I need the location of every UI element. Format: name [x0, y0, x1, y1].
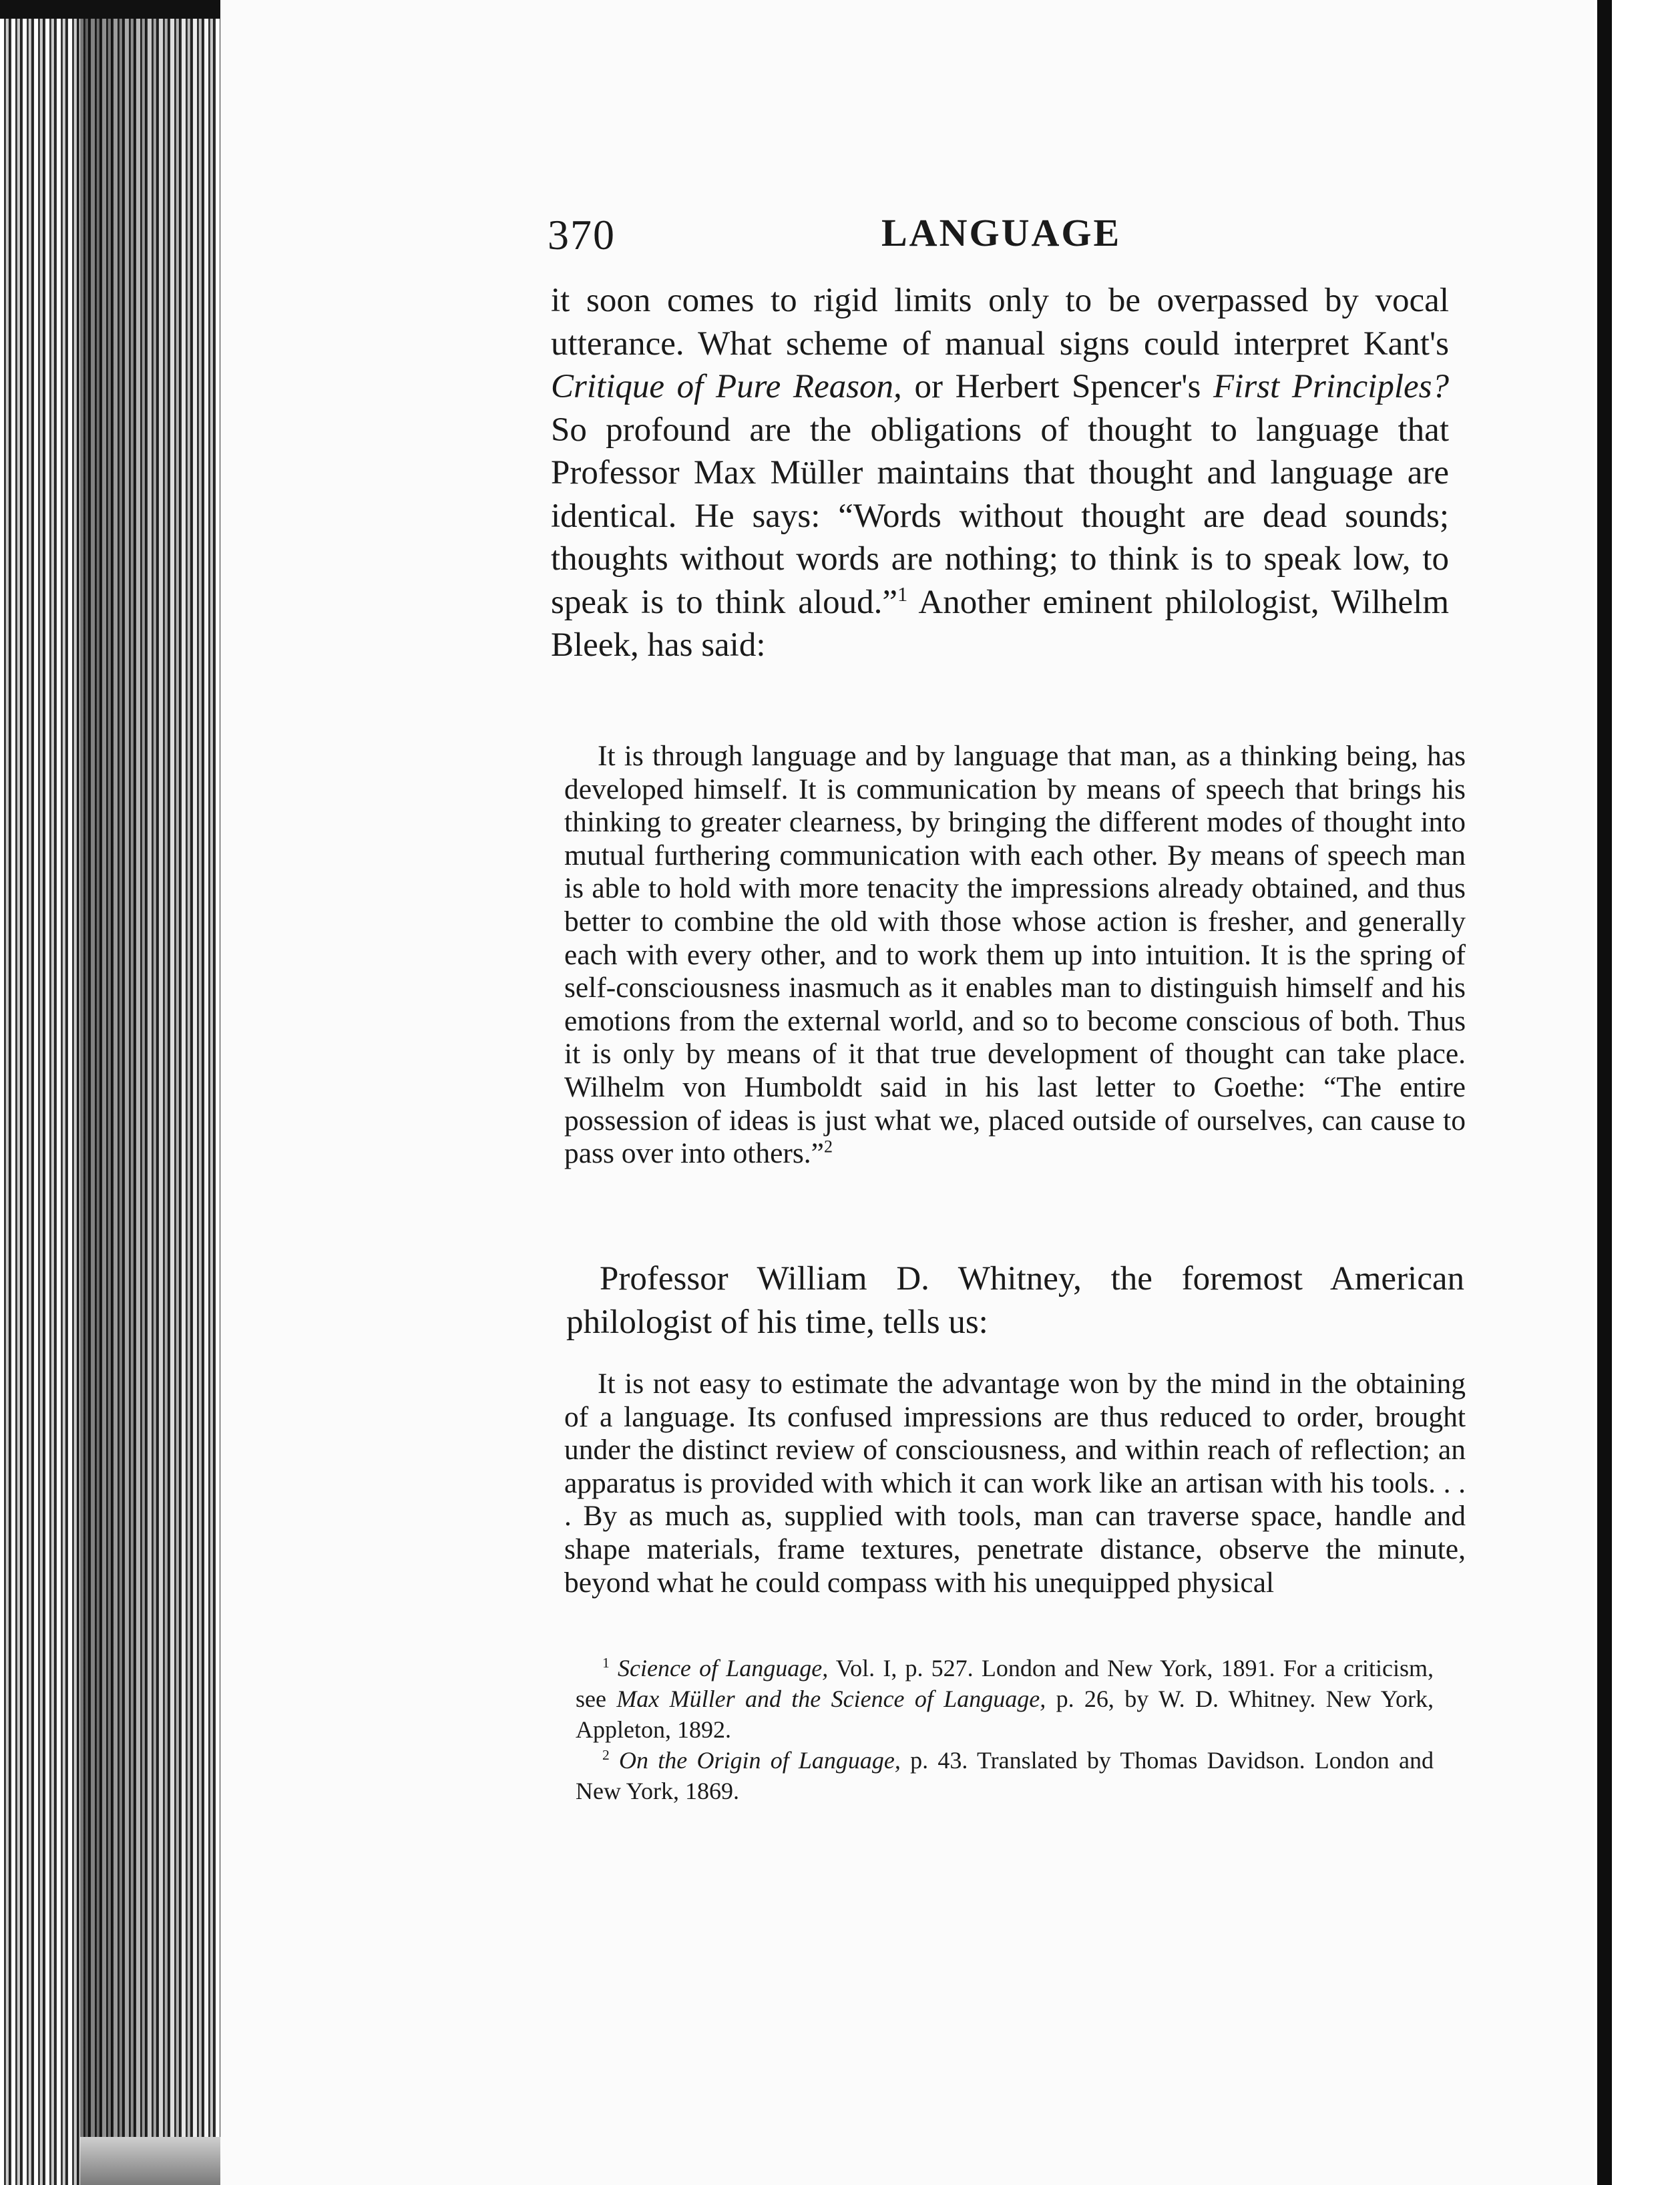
book-title-first-principles: First Principles? — [1213, 368, 1449, 405]
citation-title: On the Origin of Language, — [619, 1747, 901, 1774]
footnote-number: 1 — [602, 1655, 610, 1671]
page-edge-shadow — [80, 0, 220, 2185]
footnote-marker: 1 — [897, 582, 908, 606]
footnote-number: 2 — [602, 1747, 610, 1763]
footnote-marker: 2 — [824, 1137, 833, 1157]
book-title-critique: Critique of Pure Reason, — [551, 368, 902, 405]
whitney-intro-paragraph — [566, 1257, 1464, 1344]
adjacent-page-edge — [1597, 0, 1612, 2185]
body-text: Another eminent philologist, Wilhelm Bleek, has said: — [551, 583, 1449, 664]
running-title: LANGUAGE — [881, 211, 1122, 254]
page-number: 370 — [548, 211, 616, 258]
citation-text: p. 26, by W. D. Whitney. New York, Appleton, 1892. — [576, 1685, 1434, 1743]
quote-text: It is not easy to estimate the advantage won by the mind in the obtaining of a language. Its confused impressions are thus reduced to order, brought under the distinct review of consciousness, and within reach of reflection; an apparatus is provided with which it can work like an artisan with his tools. . . . By as much as, supplied with tools, man can traverse space, handle and shape materials, frame textures, penetrate distance, observe the minute, beyond what he could compass with his unequipped physical — [564, 1368, 1466, 1599]
page-edge-bottom — [80, 2137, 240, 2185]
citation-text: Vol. I, p. 527. London and New York, 1891. For a criticism, see — [576, 1655, 1434, 1712]
body-text: or Herbert Spencer's — [901, 368, 1213, 405]
page-edge-top — [0, 0, 227, 19]
citation-title: Science of Language, — [617, 1655, 829, 1681]
footnote-2 — [576, 1745, 1434, 1806]
citation-title: Max Müller and the Science of Language, — [616, 1685, 1046, 1712]
footnotes — [576, 1653, 1434, 1806]
citation-text: p. 43. Translated by Thomas Davidson. London and New York, 1869. — [576, 1747, 1434, 1804]
opening-paragraph — [551, 279, 1449, 667]
footnote-1 — [576, 1653, 1434, 1745]
page-header — [548, 210, 1416, 270]
body-text: Professor William D. Whitney, the foremost American philologist of his time, tells us: — [566, 1260, 1464, 1341]
bleek-block-quote — [564, 740, 1466, 1171]
body-text: So profound are the obligations of thought to language that Professor Max Müller maintains that thought and language are identical. He says: “Words without thought are dead sounds; thoughts without words are nothing; to think is to speak low, to speak is to think aloud.” — [551, 411, 1449, 621]
body-text: it soon comes to rigid limits only to be overpassed by vocal utterance. What scheme of manual signs could interpret Kant's — [551, 282, 1449, 363]
whitney-block-quote — [564, 1368, 1466, 1599]
quote-text: It is through language and by language that man, as a thinking being, has developed himself. It is communication by means of speech that brings his thinking to greater clearness, by bringing the different modes of thought into mutual furthering communication with each other. By means of speech man is able to hold with more tenacity the impressions already obtained, and thus better to combine the old with those whose action is fresher, and generally each with every other, and to work them up into intuition. It is the spring of self-consciousness inasmuch as it enables man to distinguish himself and his emotions from the external world, and so to become conscious of both. Thus it is only by means of it that true development of thought can take place. Wilhelm von Humboldt said in his last letter to Goethe: “The entire possession of ideas is just what we, placed outside of ourselves, can cause to pass over into others.” — [564, 740, 1466, 1170]
